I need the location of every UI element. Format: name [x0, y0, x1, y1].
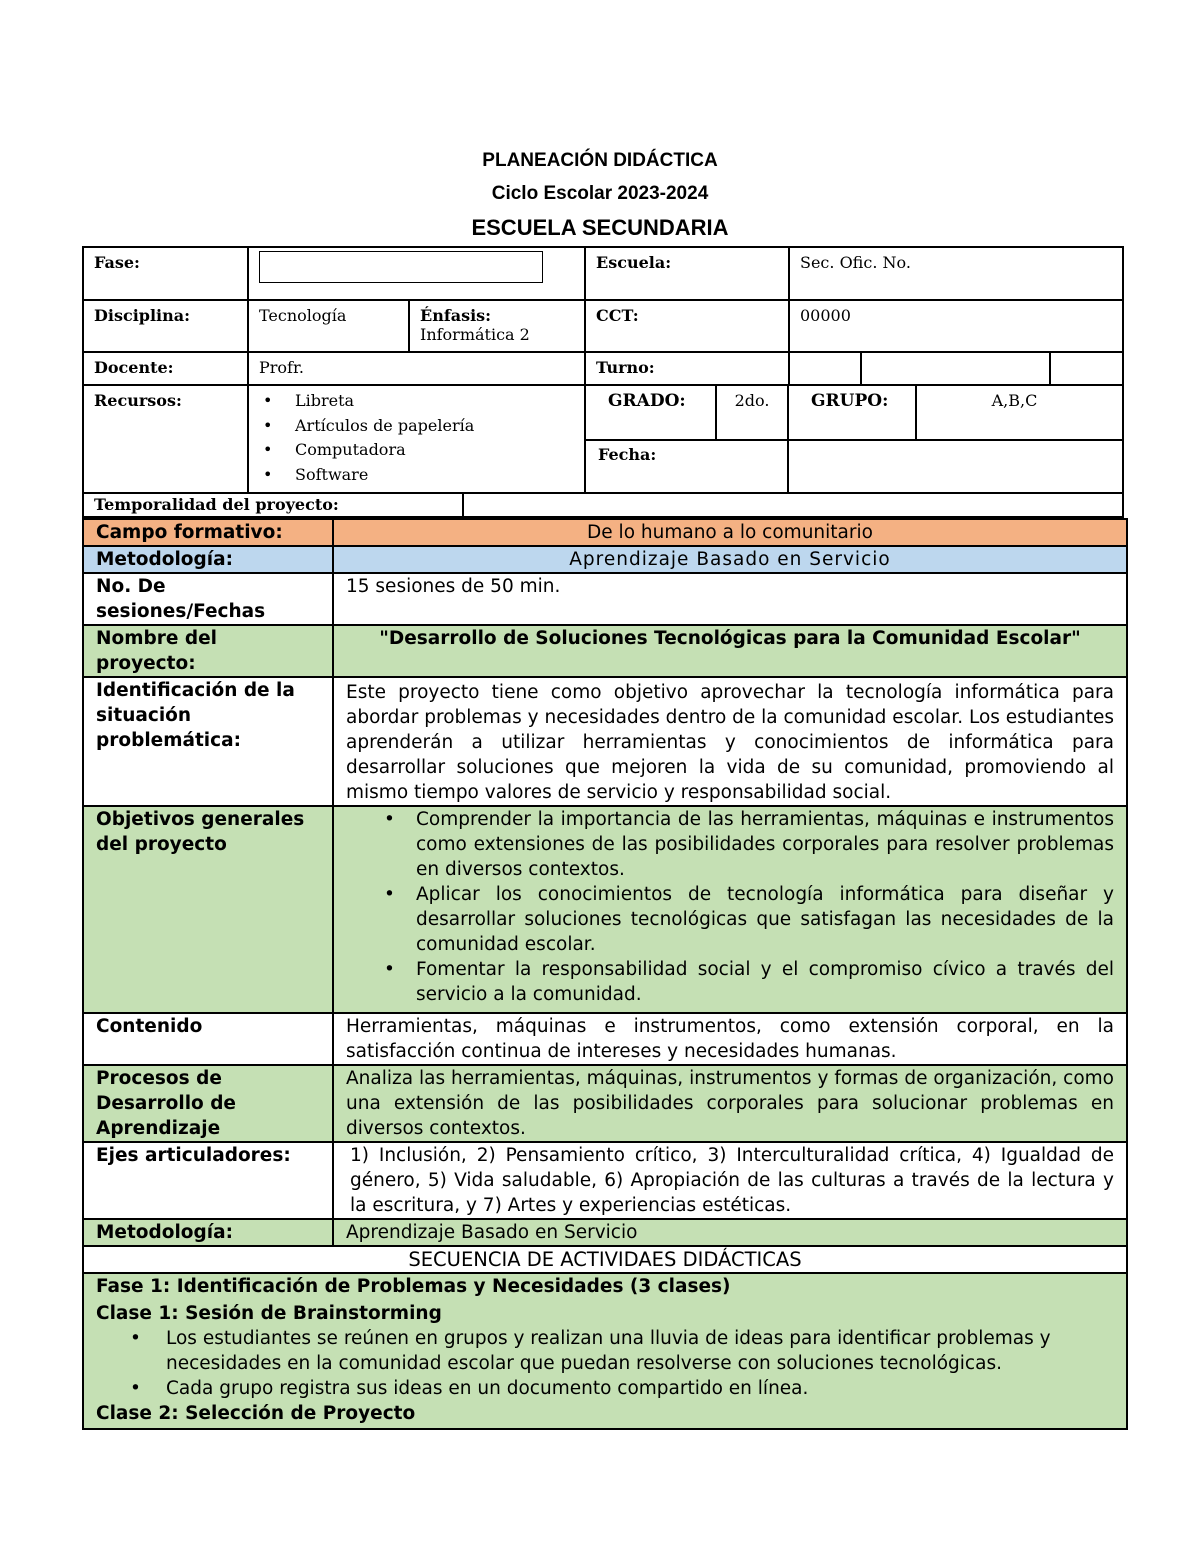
disciplina-cell: [248, 300, 585, 352]
grupo-value: A,B,C: [916, 386, 1122, 440]
sequence-title: SECUENCIA DE ACTIVIDAES DIDÁCTICAS: [83, 1246, 1127, 1273]
phase-1-title: Fase 1: Identificación de Problemas y Necesidades (3 clases): [96, 1276, 731, 1297]
class-1-item: • Cada grupo registra sus ideas en un documento compartido en línea.: [96, 1376, 1114, 1401]
turno-box-2: [861, 353, 1050, 384]
class-1-title: Clase 1: Sesión de Brainstorming: [96, 1303, 442, 1324]
fase-cell: [248, 247, 585, 300]
recurso-item: • Artículos de papelería: [259, 414, 574, 439]
identificacion-label: Identificación de la situación problemática:: [83, 677, 333, 806]
document-title: PLANEACIÓN DIDÁCTICA: [482, 150, 718, 171]
recursos-label: Recursos:: [83, 385, 248, 493]
ejes-label: Ejes articuladores:: [83, 1142, 333, 1219]
docente-value: Profr.: [248, 352, 585, 385]
recurso-item: • Libreta: [259, 389, 574, 414]
objetivos-list: [346, 807, 1114, 1007]
turno-cells: [789, 352, 1123, 385]
metodologia2-value: Aprendizaje Basado en Servicio: [333, 1219, 1127, 1246]
objetivo-item: • Aplicar los conocimientos de tecnología informática para diseñar y desarrollar soluciones tecnológicas que satisfagan las necesidades de la comunidad escolar.: [346, 882, 1114, 957]
metodologia2-label: Metodología:: [83, 1219, 333, 1246]
enfasis-label: Énfasis:: [420, 306, 492, 325]
docente-label: Docente:: [83, 352, 248, 385]
class-1-list: [96, 1326, 1114, 1401]
contenido-label: Contenido: [83, 1013, 333, 1065]
campo-value: De lo humano a lo comunitario: [333, 519, 1127, 546]
sesiones-value: 15 sesiones de 50 min.: [333, 573, 1127, 625]
objetivos-cell: [333, 806, 1127, 1013]
objetivos-label: Objetivos generales del proyecto: [83, 806, 333, 1013]
fecha-value: [788, 440, 1122, 492]
fecha-label: Fecha:: [586, 440, 788, 492]
fase-label: Fase:: [83, 247, 248, 300]
identificacion-value: Este proyecto tiene como objetivo aprovechar la tecnología informática para abordar problemas y necesidades dentro de la comunidad escolar. Los estudiantes aprenderán a utilizar herramientas y conocimientos de informática para desarrollar soluciones que mejoren la vida de su comunidad, promoviendo al mismo tiempo valores de servicio y responsabilidad social.: [333, 677, 1127, 806]
class-2-title: Clase 2: Selección de Proyecto: [96, 1403, 416, 1424]
recurso-item: • Software: [259, 463, 574, 488]
metodologia-label: Metodología:: [83, 546, 333, 573]
grado-value: 2do.: [716, 386, 788, 440]
escuela-label: Escuela:: [585, 247, 789, 300]
turno-box-3: [1050, 353, 1122, 384]
nombre-value: "Desarrollo de Soluciones Tecnológicas para la Comunidad Escolar": [333, 625, 1127, 677]
recursos-list: [259, 389, 574, 487]
temporalidad-label: Temporalidad del proyecto:: [84, 494, 463, 516]
recurso-item: • Computadora: [259, 438, 574, 463]
fase-input-box[interactable]: [259, 251, 543, 283]
school-cycle: Ciclo Escolar 2023-2024: [491, 183, 709, 204]
enfasis-cell: [409, 301, 584, 351]
general-info-table: [82, 246, 1124, 518]
disciplina-value: Tecnología: [249, 301, 409, 351]
cct-value: 00000: [789, 300, 1123, 352]
objetivo-item: • Fomentar la responsabilidad social y el compromiso cívico a través del servicio a la comunidad.: [346, 957, 1114, 1007]
campo-label: Campo formativo:: [83, 519, 333, 546]
cct-label: CCT:: [585, 300, 789, 352]
ejes-value: 1) Inclusión, 2) Pensamiento crítico, 3) Interculturalidad crítica, 4) Igualdad de género, 5) Vida saludable, 6) Apropiación de las culturas a través de la lectura y la escritura, y 7) Artes y experiencias estéticas.: [333, 1142, 1127, 1219]
contenido-value: Herramientas, máquinas e instrumentos, como extensión corporal, en la satisfacción continua de intereses y necesidades humanas.: [333, 1013, 1127, 1065]
turno-box-1: [790, 353, 861, 384]
recursos-cell: [248, 385, 585, 493]
procesos-value: Analiza las herramientas, máquinas, instrumentos y formas de organización, como una extensión de las posibilidades corporales para solucionar problemas en diversos contextos.: [333, 1065, 1127, 1142]
enfasis-value: Informática 2: [420, 325, 530, 344]
objetivo-item: • Comprender la importancia de las herramientas, máquinas e instrumentos como extensiones de las posibilidades corporales para resolver problemas en diversos contextos.: [346, 807, 1114, 882]
project-table: [82, 518, 1128, 1430]
nombre-label: Nombre del proyecto:: [83, 625, 333, 677]
escuela-value: Sec. Ofic. No.: [789, 247, 1123, 300]
disciplina-label: Disciplina:: [83, 300, 248, 352]
turno-label: Turno:: [585, 352, 789, 385]
temporalidad-cell: [83, 493, 1123, 517]
grado-grupo-fecha-cell: [585, 385, 1123, 493]
temporalidad-value: [463, 494, 1122, 516]
procesos-label: Procesos de Desarrollo de Aprendizaje: [83, 1065, 333, 1142]
sesiones-label: No. De sesiones/Fechas: [83, 573, 333, 625]
class-1-item: • Los estudiantes se reúnen en grupos y realizan una lluvia de ideas para identificar problemas y necesidades en la comunidad escolar que puedan resolverse con soluciones tecnológicas.: [96, 1326, 1114, 1376]
school-type: ESCUELA SECUNDARIA: [471, 215, 729, 240]
grupo-label: GRUPO:: [788, 386, 916, 440]
metodologia-value: Aprendizaje Basado en Servicio: [333, 546, 1127, 573]
grado-label: GRADO:: [586, 386, 716, 440]
sequence-content: [83, 1273, 1127, 1429]
